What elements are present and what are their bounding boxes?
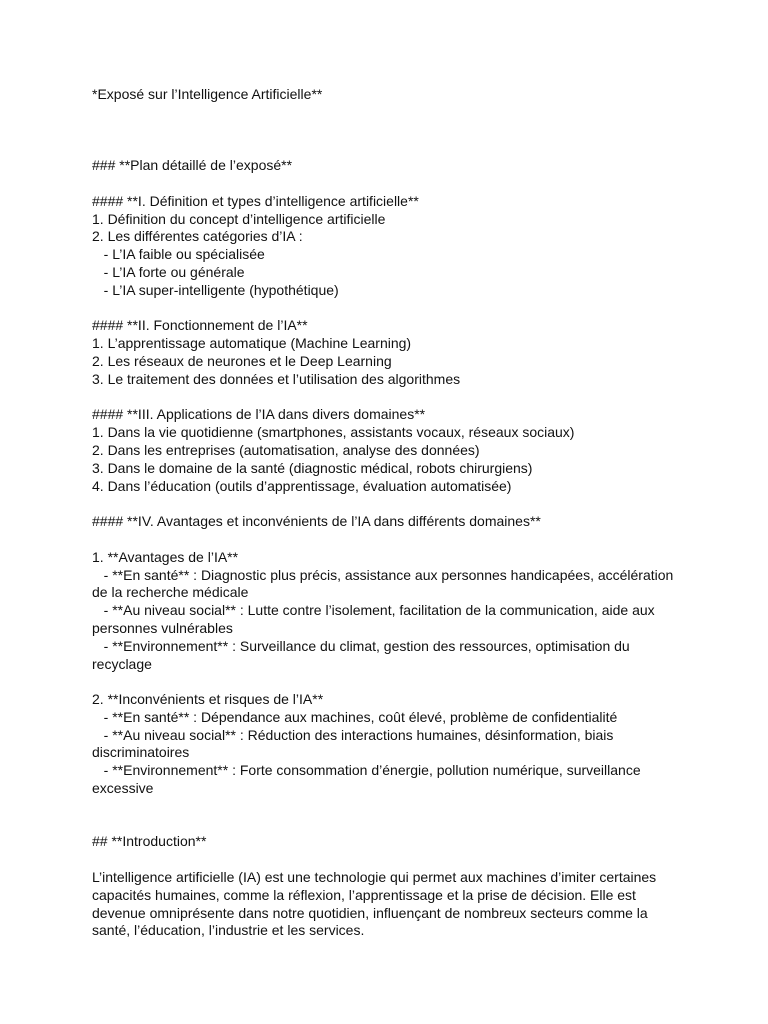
section-1-heading: #### **I. Définition et types d’intelligence artificielle** [92,192,419,209]
list-item: 3. Le traitement des données et l’utilisation des algorithmes [92,370,461,387]
list-item: - **Au niveau social** : Lutte contre l’isolement, facilitation de la communication, aide aux personnes vulnérables [92,602,659,636]
introduction-section [92,833,682,940]
list-item: - **Environnement** : Surveillance du climat, gestion des ressources, optimisation du recyclage [92,637,634,672]
introduction-heading: ## **Introduction** [92,833,207,850]
list-item: 2. Les différentes catégories d’IA : [92,228,303,245]
section-2 [92,317,682,388]
disadvantages-heading: 2. **Inconvénients et risques de l’IA** [92,691,324,708]
list-item: 3. Dans le domaine de la santé (diagnostic médical, robots chirurgiens) [92,459,533,476]
list-item: 1. Définition du concept d’intelligence artificielle [92,210,386,227]
list-item: - L’IA faible ou spécialisée [92,246,265,263]
list-item: 2. Dans les entreprises (automatisation, analyse des données) [92,441,480,458]
document-content [92,86,682,940]
list-item: - L’IA forte ou générale [92,263,245,280]
list-item: - **En santé** : Diagnostic plus précis, assistance aux personnes handicapées, accélération de la recherche médicale [92,566,678,601]
list-item: 2. Les réseaux de neurones et le Deep Learning [92,352,392,369]
list-item: - **En santé** : Dépendance aux machines, coût élevé, problème de confidentialité [92,708,618,725]
list-item: - **Au niveau social** : Réduction des interactions humaines, désinformation, biais discriminatoires [92,726,618,761]
document-title: *Exposé sur l’Intelligence Artificielle** [92,86,323,102]
list-item: - L’IA super-intelligente (hypothétique) [92,281,339,298]
section-4 [92,513,682,798]
section-2-heading: #### **II. Fonctionnement de l’IA** [92,317,308,334]
list-item: - **Environnement** : Forte consommation d’énergie, pollution numérique, surveillance excessive [92,762,645,797]
plan-heading: ### **Plan détaillé de l’exposé** [92,157,293,174]
advantages-heading: 1. **Avantages de l’IA** [92,548,239,565]
introduction-paragraph: L’intelligence artificielle (IA) est une technologie qui permet aux machines d’imiter certaines capacités humaines, comme la réflexion, l’apprentissage et la prise de décision. Elle est devenue omniprésente dans notre quotidien, influençant de nombreux secteurs comme la santé, l’éducation, l’industrie et les services. [92,869,661,939]
section-3 [92,406,682,495]
list-item: 1. L’apprentissage automatique (Machine Learning) [92,335,412,352]
section-1 [92,193,682,300]
list-item: 1. Dans la vie quotidienne (smartphones, assistants vocaux, réseaux sociaux) [92,424,575,441]
section-3-heading: #### **III. Applications de l’IA dans divers domaines** [92,406,426,423]
list-item: 4. Dans l’éducation (outils d’apprentissage, évaluation automatisée) [92,477,512,494]
section-4-heading: #### **IV. Avantages et inconvénients de l’IA dans différents domaines** [92,513,541,530]
